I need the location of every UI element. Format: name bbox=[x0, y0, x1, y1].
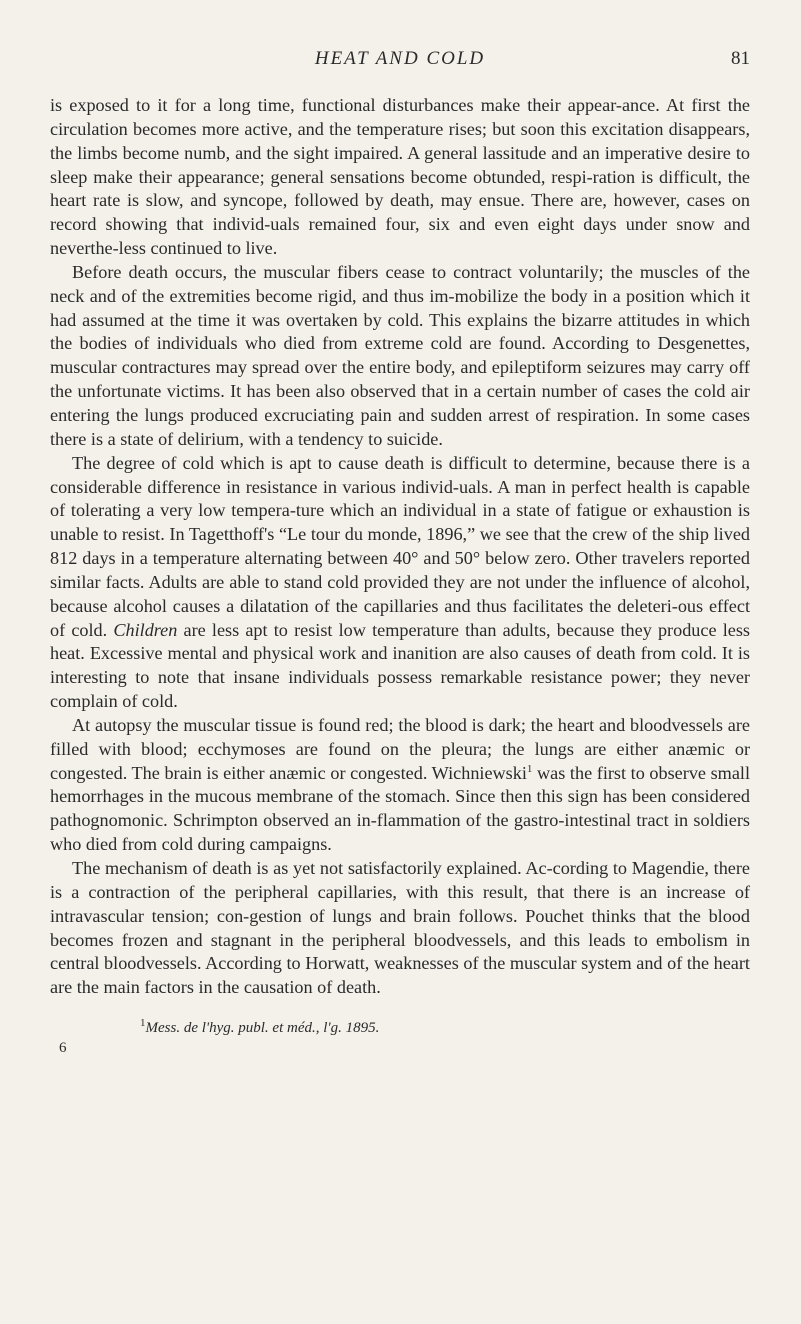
paragraph-2: Before death occurs, the muscular fibers cease to contract voluntarily; the muscles of the neck and of the extremities become rigid, and thus im-mobilize the body in a position which it had assumed at the time it was overtaken by cold. This explains the bizarre attitudes in which the bodies of individuals who died from extreme cold are found. According to Desgenettes, muscular contractures may spread over the entire body, and epileptiform seizures may carry off the unfortunate victims. It has been also observed that in a certain number of cases the cold air entering the lungs produced excruciating pain and sudden arrest of respiration. In some cases there is a state of delirium, with a tendency to suicide. bbox=[50, 261, 750, 449]
page bbox=[50, 48, 750, 1057]
paragraph-4-continued: was the first to observe small hemorrhages in the mucous membrane of the stomach. Since then this sign has been considered pathognomonic. Schrimpton observed an in-flammation of the gastro-intestinal tract in soldiers who died from cold during campaigns. bbox=[50, 762, 750, 855]
paragraph-3-text: The degree of cold which is apt to cause death is difficult to determine, because there is a considerable difference in resistance in various individ-uals. A man in perfect health is capable of tolerating a very low tempera-ture which an individual in a state of fatigue or exhaustion is unable to resist. In Tagetthoff's “Le tour du monde, 1896,” we see that the crew of the ship lived 812 days in a temperature alternating between 40° and 50° below zero. Other travelers reported similar facts. Adults are able to stand cold provided they are not under the influence of alcohol, because alcohol causes a dilatation of the capillaries and thus facilitates the deleteri-ous effect of cold. bbox=[50, 452, 750, 640]
running-title: HEAT AND COLD bbox=[314, 48, 486, 69]
paragraph-3 bbox=[50, 452, 750, 714]
paragraph-1: is exposed to it for a long time, functional disturbances make their appear-ance. At first the circulation becomes more active, and the temperature rises; but soon this excitation disappears, the limbs become numb, and the sight impaired. A general lassitude and an imperative desire to sleep make their appearance; general sensations become obtunded, respi-ration is difficult, the heart rate is slow, and syncope, followed by death, may ensue. There are, however, cases on record showing that individ-uals remained four, six and even eight days under snow and neverthe-less continued to live. bbox=[50, 95, 750, 259]
running-head bbox=[50, 48, 750, 74]
paragraph-4 bbox=[50, 714, 750, 857]
signature-mark: 6 bbox=[59, 1040, 67, 1057]
paragraph-5: The mechanism of death is as yet not satisfactorily explained. Ac-cording to Magendie, there is a contraction of the peripheral capillaries, with this result, that there is an increase of intravascular tension; con-gestion of lungs and brain follows. Pouchet thinks that the blood becomes frozen and stagnant in the peripheral bloodvessels, and this leads to embolism in central bloodvessels. According to Horwatt, weaknesses of the muscular system and of the heart are the main factors in the causation of death. bbox=[50, 858, 750, 998]
footnote-marker: 1 bbox=[140, 1017, 146, 1030]
footnote-ref: 1 bbox=[526, 762, 533, 775]
paragraph-3-continued: are less apt to resist low temperature than adults, because they produce less heat. Excessive mental and physical work and inanition are also causes of death from cold. It is interesting to note that insane individuals possess remarkable resistance power; they never complain of cold. bbox=[50, 619, 750, 712]
body-text bbox=[50, 94, 750, 1000]
footnote bbox=[50, 1018, 750, 1038]
paragraph-4-text: At autopsy the muscular tissue is found red; the blood is dark; the heart and bloodvessels are filled with blood; ecchymoses are found on the pleura; the lungs are either anæmic or congested. The brain is either anæmic or congested. Wichniewski bbox=[50, 714, 750, 783]
page-number: 81 bbox=[731, 48, 750, 69]
children-emphasis: Children bbox=[113, 619, 178, 640]
footnote-text: Mess. de l'hyg. publ. et méd., l'g. 1895. bbox=[145, 1020, 380, 1037]
